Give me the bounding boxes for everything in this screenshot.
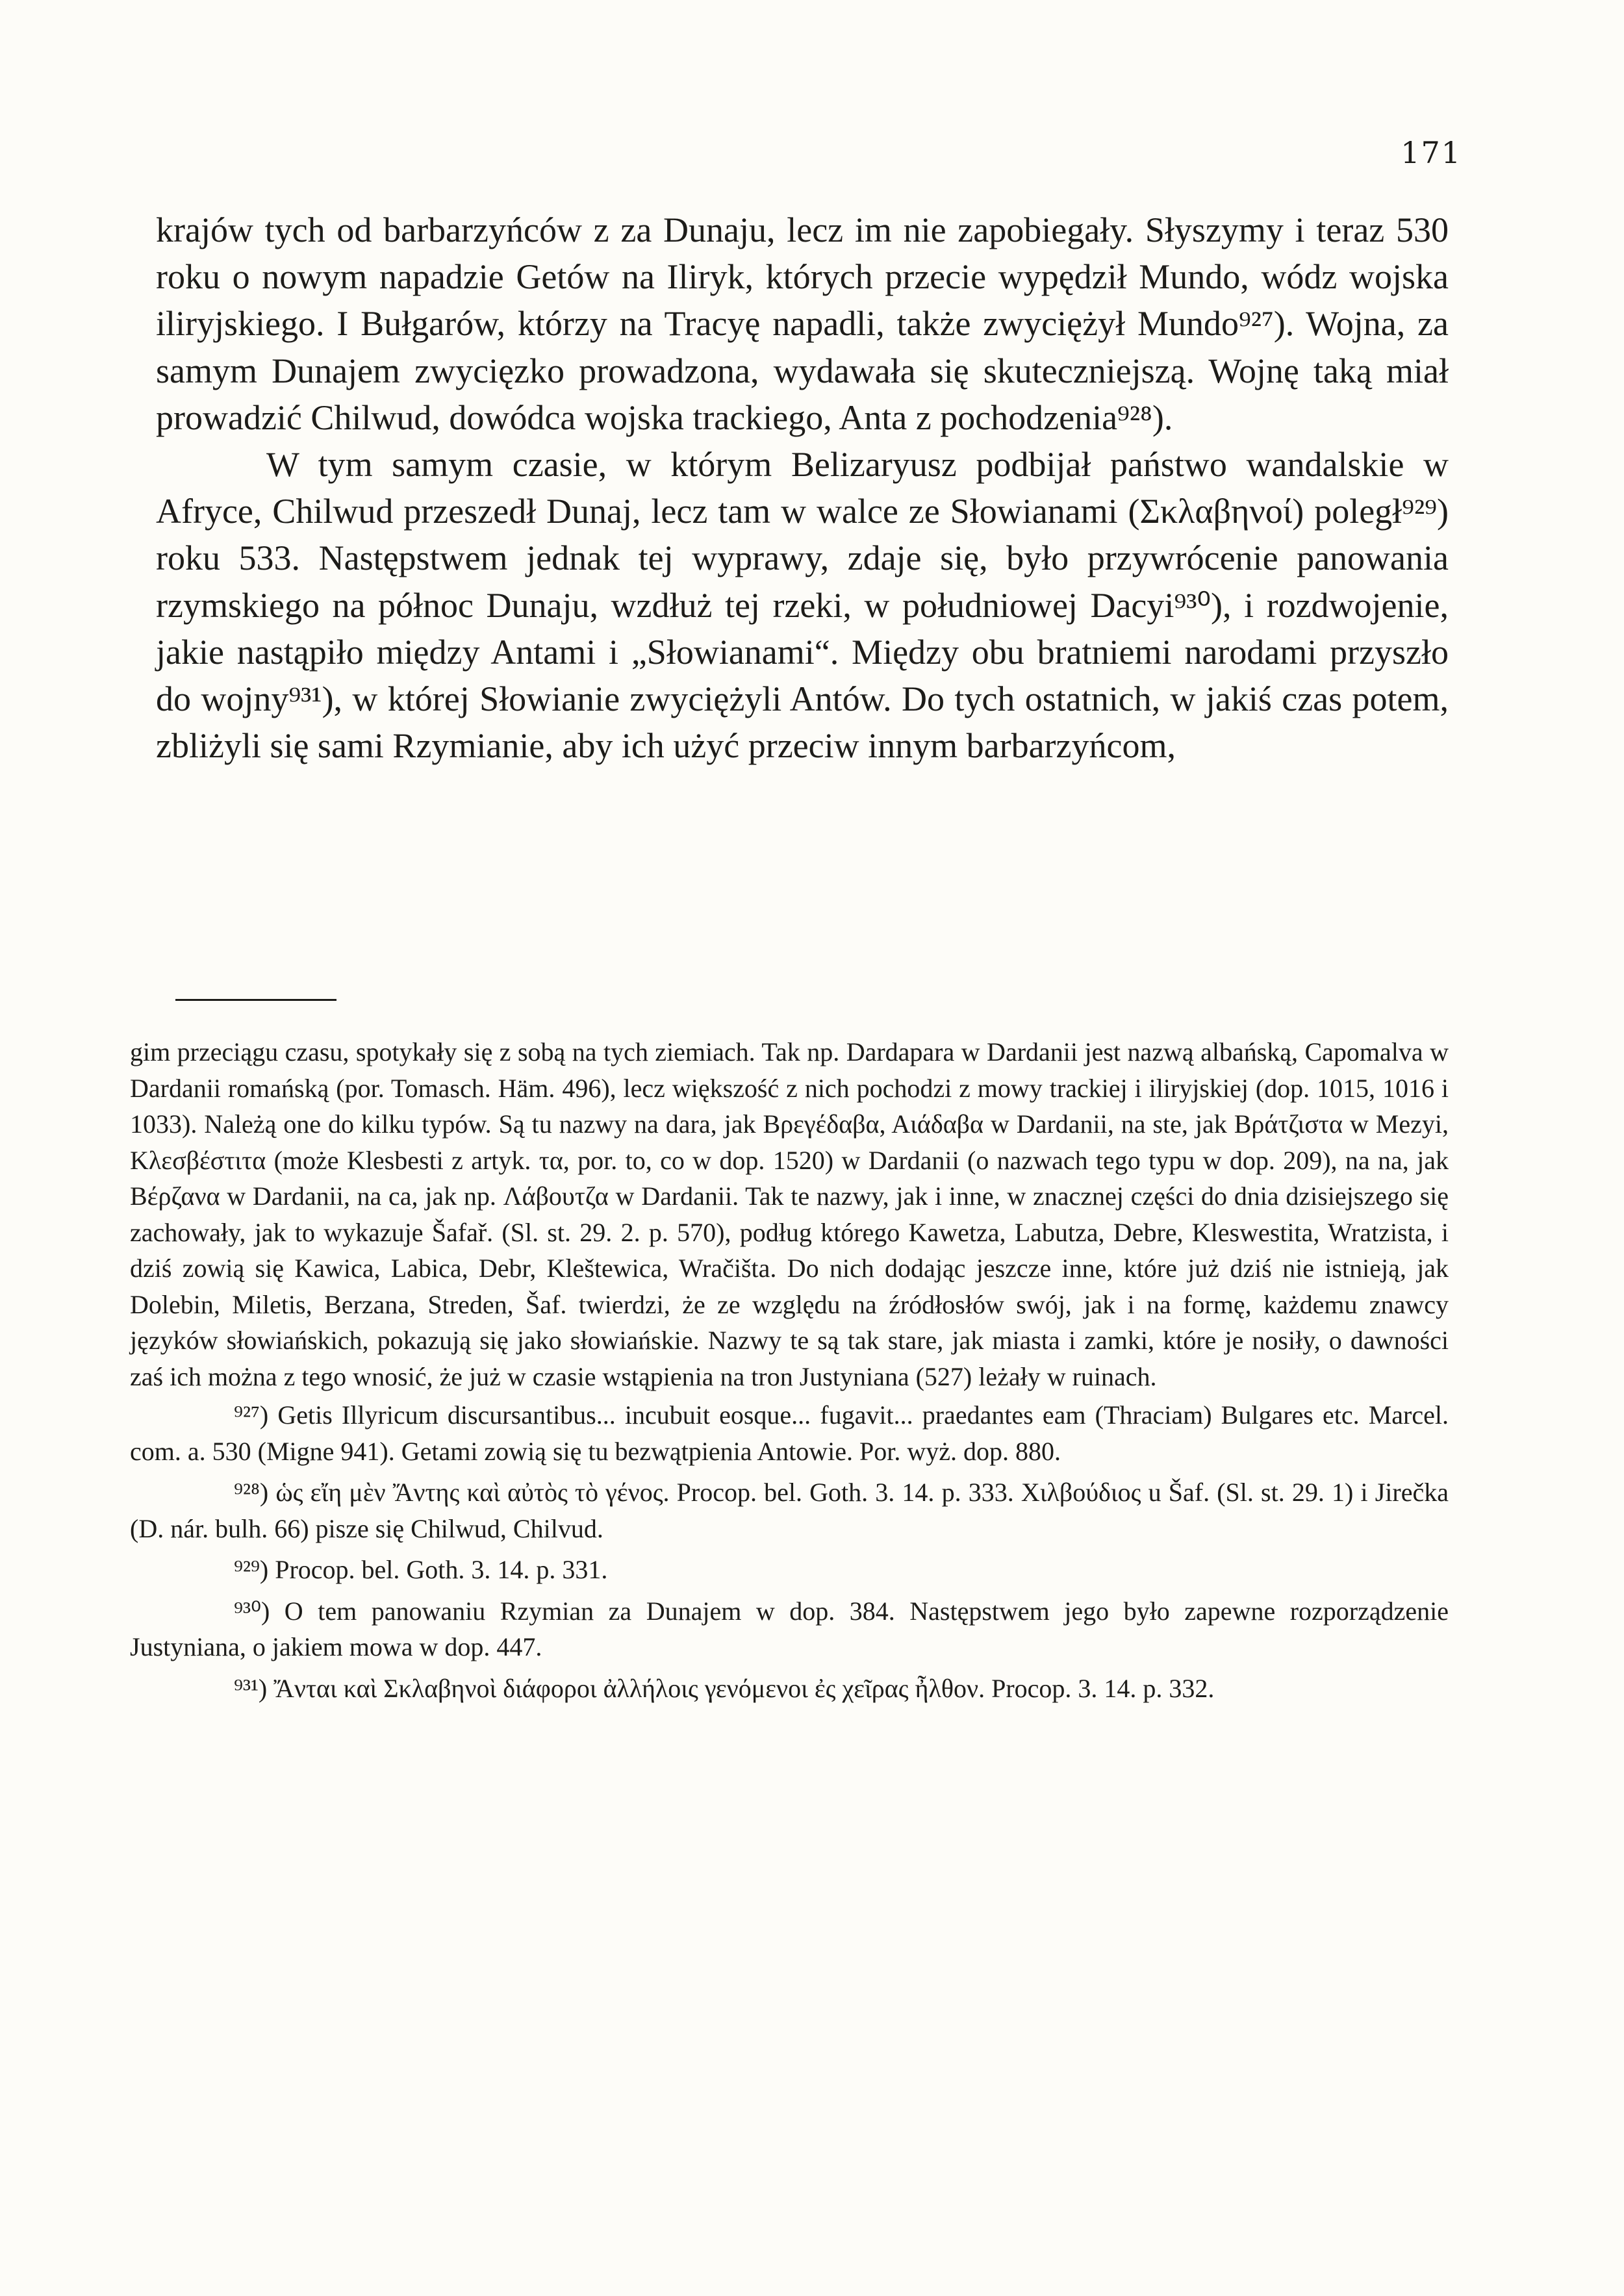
footnotes-section [130,1034,1449,1706]
footnote-928: ⁹²⁸) ὡς εἴη μὲν Ἄντης καὶ αὐτὸς τὸ γένος. Procop. bel. Goth. 3. 14. p. 333. Χιλβούδιος u Šaf. (Sl. st. 29. 1) i Jirečka (D. nár. bulh. 66) pisze się Chilwud, Chilvud. [130,1478,1449,1543]
page-number: 171 [1401,135,1462,170]
footnote-931: ⁹³¹) Ἄνται καὶ Σκλαβηνοὶ διάφοροι ἀλλήλοις γενόμενοι ἐς χεῖρας ἦλθον. Procop. 3. 14. p. 332. [234,1673,1215,1703]
footnote-929: ⁹²⁹) Procop. bel. Goth. 3. 14. p. 331. [234,1555,608,1584]
footnote-separator-rule [175,999,336,1001]
footnote-930: ⁹³⁰) O tem panowaniu Rzymian za Dunajem w dop. 384. Następstwem jego było zapewne rozporządzenie Justyniana, o jakiem mowa w dop. 447. [130,1596,1449,1661]
main-paragraph: W tym samym czasie, w którym Belizaryusz podbijał państwo wandalskie w Afryce, Chilwud przeszedł Dunaj, lecz tam w walce ze Słowianami (Σκλαβηνοί) poległ⁹²⁹) roku 533. Następstwem jednak tej wyprawy, zdaje się, było przywrócenie panowania rzymskiego na północ Dunaju, wzdłuż tej rzeki, w południowej Dacyi⁹³⁰), i rozdwojenie, jakie nastąpiło między Antami i „Słowianami“. Między obu bratniemi narodami przyszło do wojny⁹³¹), w której Słowianie zwyciężyli Antów. Do tych ostatnich, w jakiś czas potem, zbliżyli się sami Rzymianie, aby ich użyć przeciw innym barbarzyńcom, [156,445,1449,766]
main-body-text [156,207,1449,769]
main-paragraph: krajów tych od barbarzyńców z za Dunaju, lecz im nie zapobiegały. Słyszymy i teraz 530 roku o nowym napadzie Getów na Iliryk, których przecie wypędził Mundo, wódz wojska iliryjskiego. I Bułgarów, którzy na Tracyę napadli, także zwyciężył Mundo⁹²⁷). Wojna, za samym Dunajem zwycięzko prowadzona, wydawała się skuteczniejszą. Wojnę taką miał prowadzić Chilwud, dowódca wojska trackiego, Anta z pochodzenia⁹²⁸). [156,210,1449,437]
footnote-927: ⁹²⁷) Getis Illyricum discursantibus... incubuit eosque... fugavit... praedantes eam (Thraciam) Bulgares etc. Marcel. com. a. 530 (Migne 941). Getami zowią się tu bezwątpienia Antowie. Por. wyż. dop. 880. [130,1400,1449,1466]
footnote-continuation: gim przeciągu czasu, spotykały się z sobą na tych ziemiach. Tak np. Dardapara w Dardanii jest nazwą albańską, Capomalva w Dardanii romańską (por. Tomasch. Häm. 496), lecz większość z nich pochodzi z mowy trackiej i iliryjskiej (dop. 1015, 1016 i 1033). Należą one do kilku typów. Są tu nazwy na dara, jak Βρεγέδαβα, Αιάδαβα w Dardanii, na ste, jak Βράτζιστα w Mezyi, Κλεσβέστιτα (może Klesbesti z artyk. τα, por. to, co w dop. 1520) w Dardanii (o nazwach tego typu w dop. 209), na na, jak Βέρζανα w Dardanii, na ca, jak np. Λάβουτζα w Dardanii. Tak te nazwy, jak i inne, w znacznej części do dnia dzisiejszego się zachowały, jak to wykazuje Šafař. (Sl. st. 29. 2. p. 570), podług którego Kawetza, Labutza, Debre, Kleswestita, Wratzista, i dziś zowią się Kawica, Labica, Debr, Kleštewica, Wračišta. Do nich dodając jeszcze inne, które już dziś nie istnieją, jak Dolebin, Miletis, Berzana, Streden, Šaf. twierdzi, że ze względu na źródłosłów swój, jak i na formę, każdemu znawcy języków słowiańskich, pokazują się jako słowiańskie. Nazwy te są tak stare, jak miasta i zamki, które je nosiły, o dawności zaś ich można z tego wnosić, że już w czasie wstąpienia na tron Justyniana (527) leżały w ruinach. [130,1037,1449,1391]
